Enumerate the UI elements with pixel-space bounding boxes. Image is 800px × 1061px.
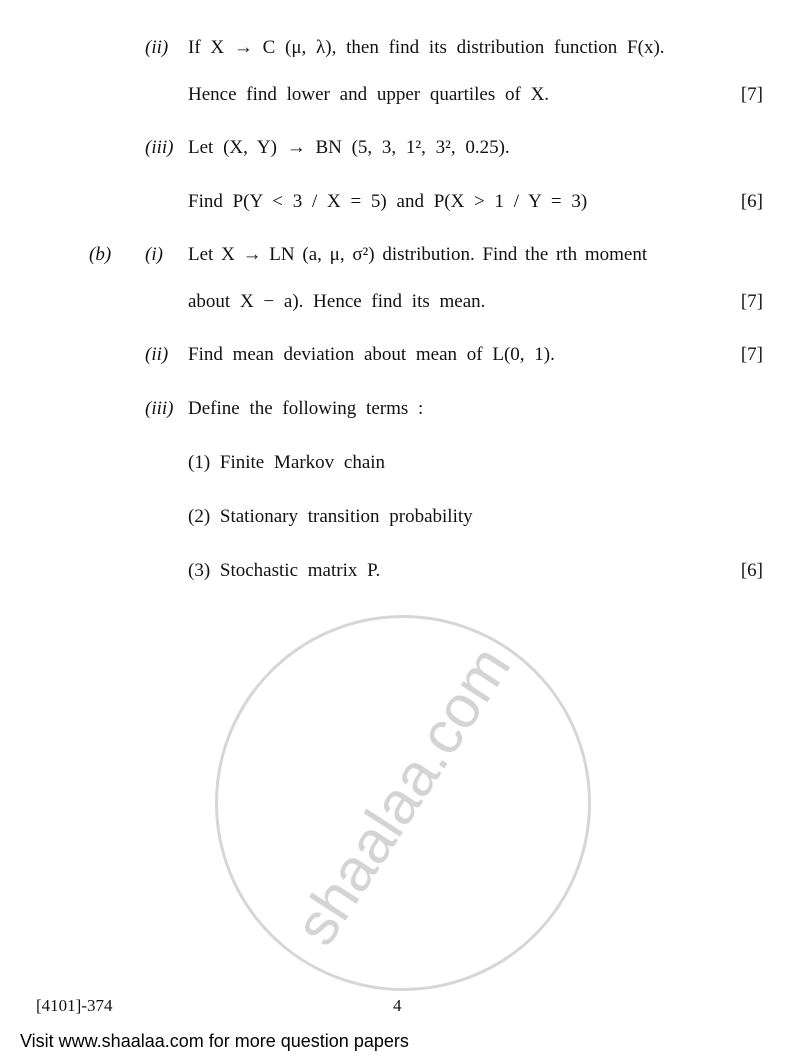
question-number: (i) [145, 244, 163, 265]
marks: [6] [740, 191, 763, 212]
question-number: (iii) [145, 398, 174, 419]
list-item: (1) Finite Markov chain [188, 452, 386, 473]
list-item: (3) Stochastic matrix P. [188, 560, 381, 581]
question-number: (ii) [145, 37, 169, 58]
paper-code: [4101]-374 [36, 996, 113, 1015]
marks: [6] [740, 560, 763, 581]
page-number: 4 [393, 996, 402, 1015]
question-number: (iii) [145, 137, 174, 158]
question-text: about X − a). Hence find its mean. [188, 291, 486, 312]
section-label: (b) [89, 244, 112, 265]
question-text: Find mean deviation about mean of L(0, 1). [188, 344, 555, 365]
question-text: If X → C (μ, λ), then find its distribution function F(x). [188, 37, 665, 58]
question-number: (ii) [145, 344, 169, 365]
marks: [7] [740, 84, 763, 105]
question-text: Hence find lower and upper quartiles of X. [188, 84, 550, 105]
question-text: Define the following terms : [188, 398, 424, 419]
marks: [7] [740, 291, 763, 312]
watermark-text: shaalaa.com [281, 634, 524, 957]
footer-visit-text: Visit www.shaalaa.com for more question papers [20, 1031, 409, 1051]
marks: [7] [740, 344, 763, 365]
list-item: (2) Stationary transition probability [188, 506, 473, 527]
question-text: Find P(Y < 3 / X = 5) and P(X > 1 / Y = 3) [188, 191, 588, 212]
question-text: Let X → LN (a, μ, σ²) distribution. Find the rth moment [188, 244, 648, 265]
question-text: Let (X, Y) → BN (5, 3, 1², 3², 0.25). [188, 137, 510, 158]
